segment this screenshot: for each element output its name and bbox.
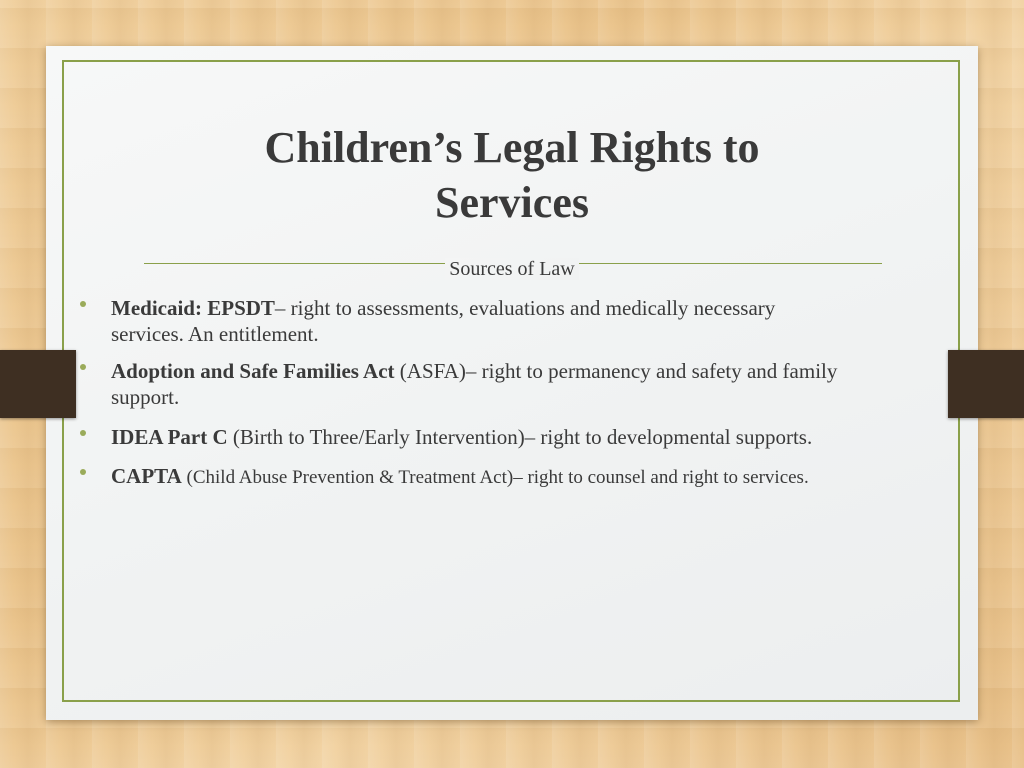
slide-title-line-2: Services: [435, 178, 589, 227]
bullet-term: IDEA Part C: [111, 425, 228, 449]
left-binder-tab: [0, 350, 76, 418]
bullet-dot-icon: [80, 301, 86, 307]
bullet-dot-icon: [80, 430, 86, 436]
bullet-description: (Child Abuse Prevention & Treatment Act)– right to counsel and right to services.: [181, 467, 809, 488]
bullet-text: [111, 424, 951, 450]
bullet-term: Medicaid: EPSDT: [111, 296, 275, 320]
bullet-dot-icon: [80, 364, 86, 370]
bullet-description: (Birth to Three/Early Intervention)– right to developmental supports.: [227, 425, 813, 449]
bullet-text: [111, 463, 951, 491]
bullet-text: [111, 358, 951, 410]
slide-subtitle-text: Sources of Law: [445, 258, 579, 280]
bullet-text: [111, 295, 951, 347]
slide-title-line-1: Children’s Legal Rights to: [264, 123, 760, 172]
bullet-description: (ASFA)– right to permanency and safety and family: [394, 359, 838, 383]
bullet-description-continued: services. An entitlement.: [111, 322, 319, 346]
bullet-description-continued: support.: [111, 385, 180, 409]
bullet-dot-icon: [80, 469, 86, 475]
bullet-description: – right to assessments, evaluations and medically necessary: [274, 296, 776, 320]
bullet-term: CAPTA: [111, 464, 182, 488]
bullet-term: Adoption and Safe Families Act: [111, 359, 395, 383]
right-binder-tab: [948, 350, 1024, 418]
